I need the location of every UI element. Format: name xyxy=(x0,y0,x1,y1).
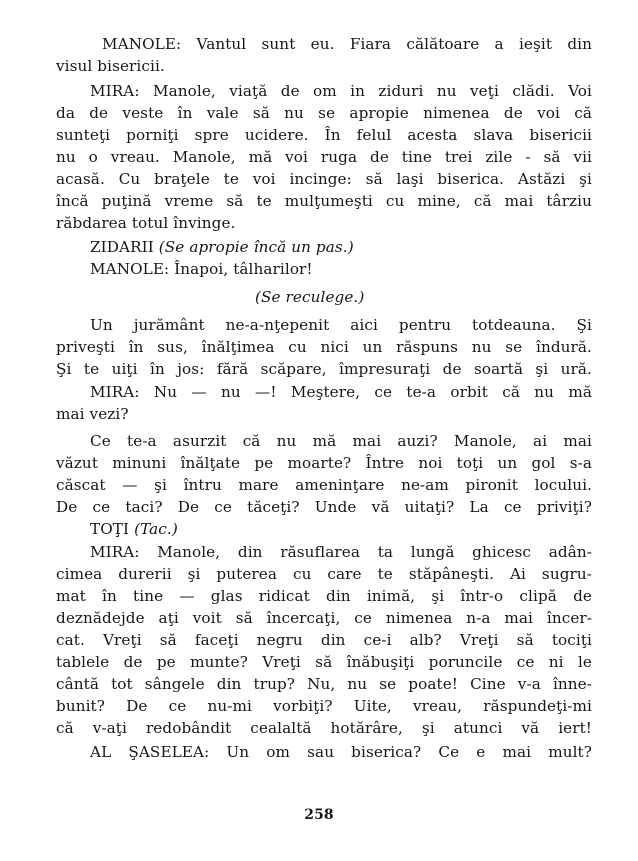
text-line: căscat — şi întru mare ameninţare ne-am pironit locului. xyxy=(56,476,592,494)
text-line: încă puţină vreme să te mulţumeşti cu mine, că mai târziu xyxy=(56,192,592,210)
stage-direction: (Tac.) xyxy=(134,520,178,538)
stage-direction: (Se reculege.) xyxy=(255,288,365,306)
text-line: AL ŞASELEA: Un om sau biserica? Ce e mai mult? xyxy=(90,743,592,761)
page-number: 258 xyxy=(304,807,334,823)
text-line: MANOLE: Vantul sunt eu. Fiara călătoare a ieşit din xyxy=(102,35,592,53)
speaker-name: ZIDARII xyxy=(90,238,154,256)
text-line: tablele de pe munte? Vreţi să înăbuşiţi poruncile ce ni le xyxy=(56,653,592,671)
text-line: bunit? De ce nu-mi vorbiţi? Uite, vreau, răspundeţi-mi xyxy=(56,697,592,715)
text-line: MIRA: Manole, din răsuflarea ta lungă ghicesc adân- xyxy=(90,543,592,561)
text-line: cimea durerii şi puterea cu care te stăpâneşti. Ai sugru- xyxy=(56,565,592,583)
text-line: mai vezi? xyxy=(56,405,129,423)
text-line: da de veste în vale să nu se apropie nimenea de voi că xyxy=(56,104,592,122)
text-line: MANOLE: Înapoi, tâlharilor! xyxy=(90,260,313,278)
text-line: MIRA: Nu — nu —! Meştere, ce te-a orbit că nu mă xyxy=(90,383,592,401)
text-line: priveşti în sus, înălţimea cu nici un răspuns nu se îndură. xyxy=(56,338,592,356)
text-line: De ce taci? De ce tăceţi? Unde vă uitaţi? La ce priviţi? xyxy=(56,498,592,516)
text-line: MIRA: Manole, viaţă de om in ziduri nu veţi clădi. Voi xyxy=(90,82,592,100)
text-line: că v-aţi redobândit cealaltă hotărâre, şi atunci vă iert! xyxy=(56,719,592,737)
text-line: Şi te uiţi în jos: fără scăpare, împresuraţi de soartă şi ură. xyxy=(56,360,592,378)
speaker-line xyxy=(90,518,592,540)
text-line: Un jurământ ne-a-nţepenit aici pentru totdeauna. Şi xyxy=(90,316,592,334)
text-line: sunteţi porniţi spre ucidere. În felul acesta slava bisericii xyxy=(56,126,592,144)
text-line: văzut minuni înălţate pe moarte? Între noi toţi un gol s-a xyxy=(56,454,592,472)
text-line: Ce te-a asurzit că nu mă mai auzi? Manole, ai mai xyxy=(90,432,592,450)
speaker-line xyxy=(90,236,592,258)
text-line: cântă tot sângele din trup? Nu, nu se poate! Cine v-a înne- xyxy=(56,675,592,693)
text-line: răbdarea totul învinge. xyxy=(56,214,236,232)
text-line: deznădejde aţi voit să încercaţi, ce nimenea n-a mai încer- xyxy=(56,609,592,627)
text-line: visul bisericii. xyxy=(56,57,165,75)
text-line: nu o vreau. Manole, mă voi ruga de tine trei zile - să vii xyxy=(56,148,592,166)
text-line: cat. Vreţi să faceţi negru din ce-i alb? Vreţi să tociţi xyxy=(56,631,592,649)
text-line: mat în tine — glas ridicat din inimă, şi într-o clipă de xyxy=(56,587,592,605)
text-line: acasă. Cu braţele te voi incinge: să laşi biserica. Astăzi şi xyxy=(56,170,592,188)
stage-direction: (Se apropie încă un pas.) xyxy=(158,238,354,256)
speaker-name: TOŢI xyxy=(90,520,130,538)
